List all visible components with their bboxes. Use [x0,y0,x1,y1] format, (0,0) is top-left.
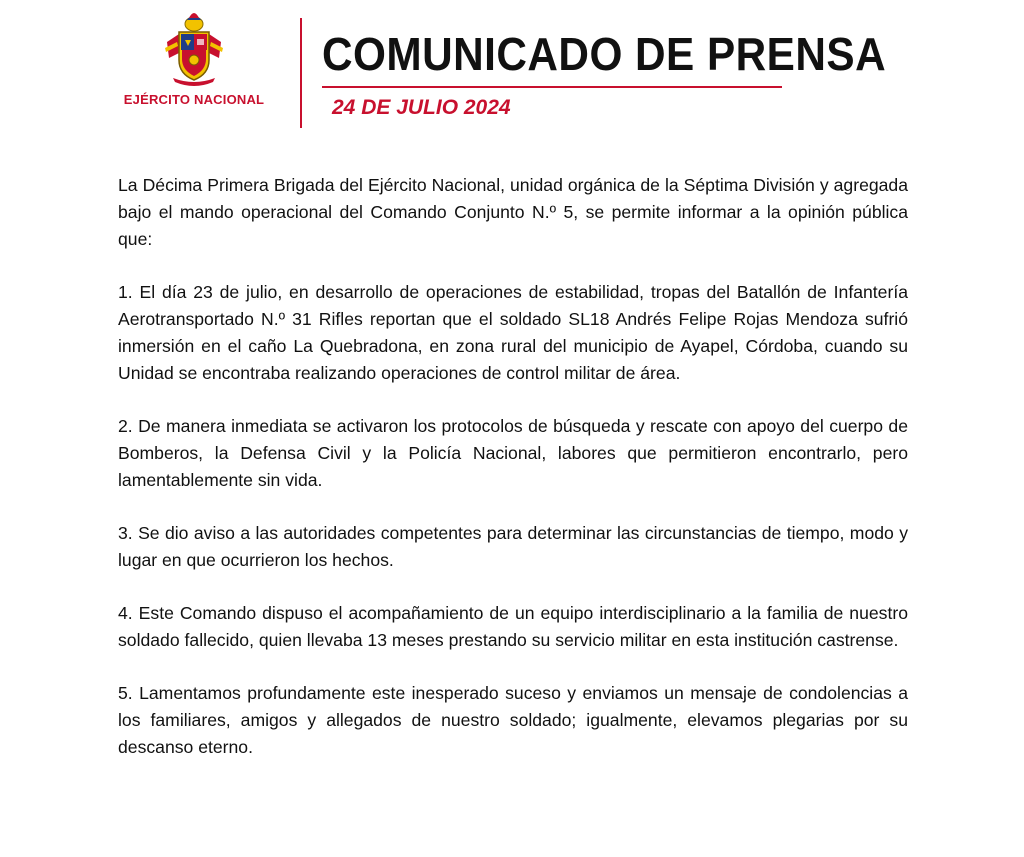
press-header [0,0,1024,140]
paragraph-4: 4. Este Comando dispuso el acompañamiento de un equipo interdisciplinario a la familia de nuestro soldado fallecido, quien llevaba 13 meses prestando su servicio militar en esta institución castrense. [118,603,908,650]
paragraph-1: 1. El día 23 de julio, en desarrollo de operaciones de estabilidad, tropas del Batallón de Infantería Aerotransportado N.º 31 Rifles reportan que el soldado SL18 Andrés Felipe Rojas Mendoza sufrió inmersión en el caño La Quebradona, en zona rural del municipio de Ayapel, Córdoba, cuando su Unidad se encontraba realizando operaciones de control militar de área. [118,282,908,383]
paragraph-5: 5. Lamentamos profundamente este inesperado suceso y enviamos un mensaje de condolencias a los familiares, amigos y allegados de nuestro soldado; igualmente, elevamos plegarias por su descanso eterno. [118,683,908,757]
organization-name: EJÉRCITO NACIONAL [123,92,265,107]
coat-of-arms-icon [159,12,229,86]
release-date: 24 DE JULIO 2024 [332,96,511,119]
intro-paragraph: La Décima Primera Brigada del Ejército Nacional, unidad orgánica de la Séptima División y agregada bajo el mando operacional del Comando Conjunto N.º 5, se permite informar a la opinión pública que: [118,175,908,249]
logo [112,12,276,112]
paragraph-2: 2. De manera inmediata se activaron los protocolos de búsqueda y rescate con apoyo del cuerpo de Bomberos, la Defensa Civil y la Policía Nacional, labores que permitieron encontrarlo, pero lamentablemente sin vida. [118,416,908,490]
header-divider-vertical [300,18,302,128]
paragraph-3: 3. Se dio aviso a las autoridades competentes para determinar las circunstancias de tiempo, modo y lugar en que ocurrieron los hechos. [118,523,908,570]
press-body [118,172,908,787]
header-divider-horizontal [322,86,782,88]
page-title: COMUNICADO DE PRENSA [322,28,887,80]
